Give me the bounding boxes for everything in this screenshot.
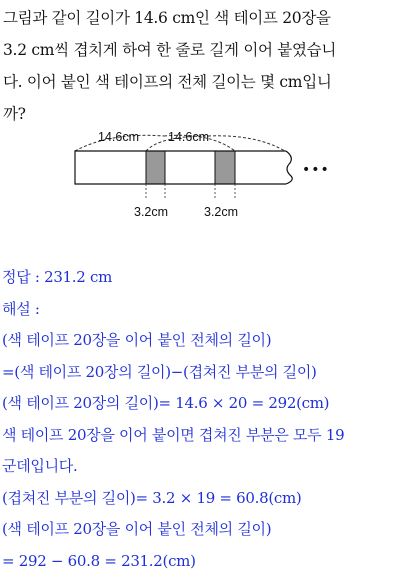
tape-length-label-2: 14.6cm	[168, 130, 209, 144]
explanation-line: = 292 − 60.8 = 231.2(cm)	[2, 546, 400, 577]
question-line: 다. 이어 붙인 색 테이프의 전체 길이는 몇 cm입니	[3, 66, 399, 98]
question-line: 3.2 cm씩 겹치게 하여 한 줄로 길게 이어 붙였습니	[3, 34, 399, 66]
solution-block	[2, 262, 400, 577]
explanation-line: (색 테이프 20장을 이어 붙인 전체의 길이)	[2, 514, 400, 546]
question-line: 까?	[3, 98, 399, 130]
tape-outline	[75, 151, 286, 184]
tape-diagram	[60, 122, 360, 222]
overlap-region-1	[146, 151, 165, 184]
overlap-region-2	[215, 151, 235, 184]
tape-torn-edge	[286, 151, 292, 184]
explanation-line: (색 테이프 20장의 길이)= 14.6 × 20 = 292(cm)	[2, 388, 400, 420]
explanation-heading: 해설 :	[2, 294, 400, 326]
overlap-length-label-1: 3.2cm	[134, 205, 168, 219]
length-arc-2b	[208, 136, 285, 151]
explanation-line: 색 테이프 20장을 이어 붙이면 겹쳐진 부분은 모두 19	[2, 420, 400, 452]
explanation-line: 군데입니다.	[2, 451, 400, 483]
explanation-line: (색 테이프 20장을 이어 붙인 전체의 길이)	[2, 325, 400, 357]
overlap-length-label-2: 3.2cm	[204, 205, 238, 219]
tape-length-label-1: 14.6cm	[98, 130, 139, 144]
question-line: 그림과 같이 길이가 14.6 cm인 색 테이프 20장을	[3, 2, 399, 34]
question-text	[3, 2, 399, 130]
explanation-line: =(색 테이프 20장의 길이)−(겹쳐진 부분의 길이)	[2, 357, 400, 389]
explanation-line: (겹쳐진 부분의 길이)= 3.2 × 19 = 60.8(cm)	[2, 483, 400, 515]
answer-line: 정답 : 231.2 cm	[2, 262, 400, 294]
continuation-ellipsis: •••	[302, 162, 330, 178]
